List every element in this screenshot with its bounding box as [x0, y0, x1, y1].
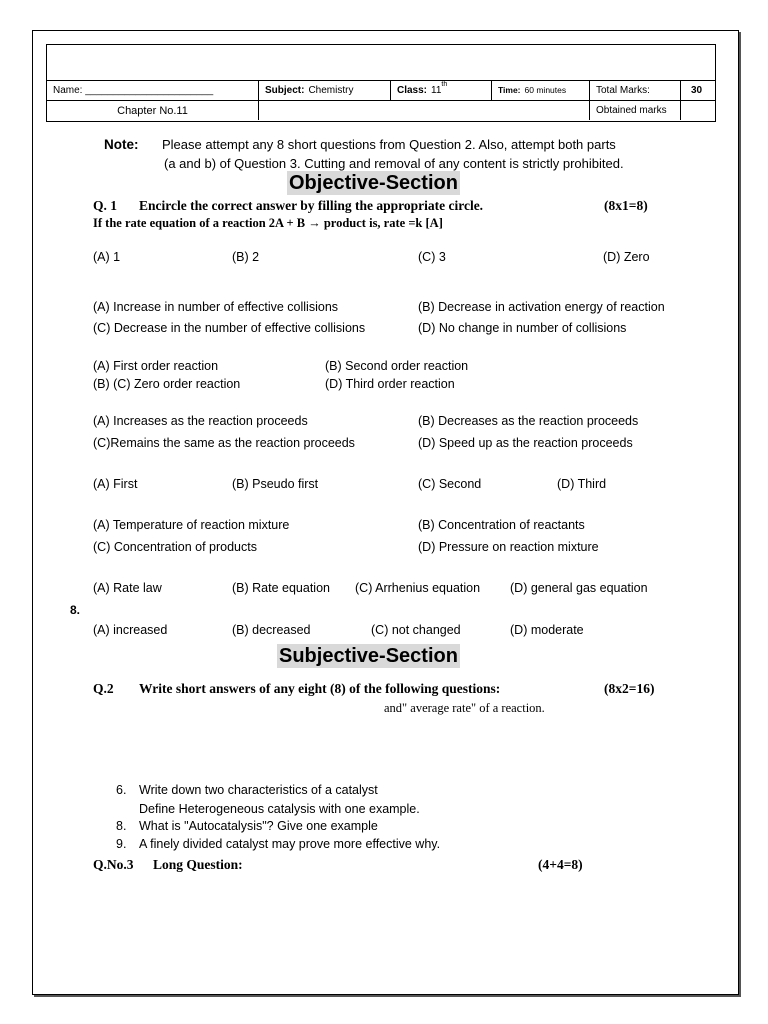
list-item-number: 6. [116, 783, 127, 797]
subject-value: Chemistry [308, 84, 354, 96]
q3-label: Q.No.3 [93, 857, 134, 872]
name-label: Name: _______________________ [53, 84, 214, 96]
option: (D) moderate [510, 623, 584, 637]
list-item: What is "Autocatalysis"? Give one example [139, 819, 378, 833]
q3-marks: (4+4=8) [538, 857, 583, 872]
subject-label: Subject: [265, 84, 305, 96]
option: (B) Rate equation [232, 581, 330, 595]
option: (B) Second order reaction [325, 359, 469, 373]
option: (C) Second [418, 477, 482, 491]
total-marks-cell [590, 80, 681, 100]
name-cell [47, 80, 259, 100]
time-cell [492, 80, 590, 100]
obtained-marks-value-cell [681, 101, 715, 120]
class-cell [391, 80, 492, 100]
obtained-marks-cell [590, 101, 681, 120]
option: (D) Pressure on reaction mixture [418, 540, 599, 554]
subject-cell [259, 80, 391, 100]
option: (A) First [93, 477, 138, 491]
blank-cell [259, 101, 590, 120]
chapter-cell [47, 101, 259, 120]
header-row-1 [47, 80, 715, 101]
list-item-number: 8. [116, 819, 127, 833]
option: (A) Increase in number of effective collisions [93, 300, 339, 314]
option: (D) Speed up as the reaction proceeds [418, 436, 633, 450]
option: (B) (C) Zero order reaction [93, 377, 241, 391]
time-value: 60 minutes [524, 85, 567, 95]
option: (D) No change in number of collisions [418, 321, 627, 335]
obtained-marks-label: Obtained marks [596, 105, 667, 116]
list-item: Write down two characteristics of a catalyst [139, 783, 378, 797]
q2-instruction: Write short answers of any eight (8) of the following questions: [139, 681, 501, 696]
list-item-number: 9. [116, 837, 127, 851]
note-line-2: (a and b) of Question 3. Cutting and removal of any content is strictly prohibited. [164, 156, 624, 171]
subjective-section-title: Subjective-Section [279, 645, 458, 667]
option: (C) not changed [371, 623, 461, 637]
option: (A) Temperature of reaction mixture [93, 518, 290, 532]
option: (B) Decreases as the reaction proceeds [418, 414, 639, 428]
total-marks-value-cell [681, 80, 715, 100]
header-blank-area [47, 45, 715, 81]
class-value: 11 [431, 84, 442, 96]
option: (A) Increases as the reaction proceeds [93, 414, 308, 428]
q3-title: Long Question: [153, 857, 243, 872]
note-line-1: Please attempt any 8 short questions from Question 2. Also, attempt both parts [162, 137, 616, 152]
list-item: A finely divided catalyst may prove more effective why. [139, 837, 441, 851]
q1-marks: (8x1=8) [604, 198, 648, 213]
total-marks-label: Total Marks: [596, 84, 650, 96]
option: (A) Rate law [93, 581, 162, 595]
option: (C) Concentration of products [93, 540, 257, 554]
option: (C)Remains the same as the reaction proceeds [93, 436, 355, 450]
option: (D) Third [557, 477, 607, 491]
q8-number: 8. [70, 603, 81, 617]
q2-label: Q.2 [93, 681, 114, 696]
q1-stem: If the rate equation of a reaction 2A + B → product is, rate =k [A] [93, 216, 443, 230]
q1-label: Q. 1 [93, 198, 118, 213]
q2-fragment: and" average rate" of a reaction. [384, 701, 545, 715]
option: (A) First order reaction [93, 359, 219, 373]
class-sup: th [441, 81, 448, 88]
list-item: Define Heterogeneous catalysis with one example. [139, 802, 420, 816]
option: (C) Arrhenius equation [355, 581, 481, 595]
option: (B) Pseudo first [232, 477, 319, 491]
option: (B) Concentration of reactants [418, 518, 585, 532]
option: (B) decreased [232, 623, 311, 637]
chapter-label: Chapter No.11 [117, 104, 188, 117]
option: (B) Decrease in activation energy of reaction [418, 300, 665, 314]
header-table [46, 44, 716, 122]
header-row-2 [47, 101, 715, 120]
option: (A) 1 [93, 250, 121, 264]
class-label: Class: [397, 84, 428, 96]
option: (D) general gas equation [510, 581, 648, 595]
q2-marks: (8x2=16) [604, 681, 655, 696]
option: (D) Third order reaction [325, 377, 455, 391]
time-label: Time: [498, 85, 521, 95]
objective-section-title: Objective-Section [289, 172, 458, 194]
option: (D) Zero [603, 250, 650, 264]
q1-instruction: Encircle the correct answer by filling the appropriate circle. [139, 198, 484, 213]
option: (B) 2 [232, 250, 260, 264]
option: (A) increased [93, 623, 168, 637]
total-marks-value: 30 [691, 84, 703, 96]
option: (C) 3 [418, 250, 446, 264]
note-label: Note: [104, 137, 139, 152]
option: (C) Decrease in the number of effective collisions [93, 321, 366, 335]
